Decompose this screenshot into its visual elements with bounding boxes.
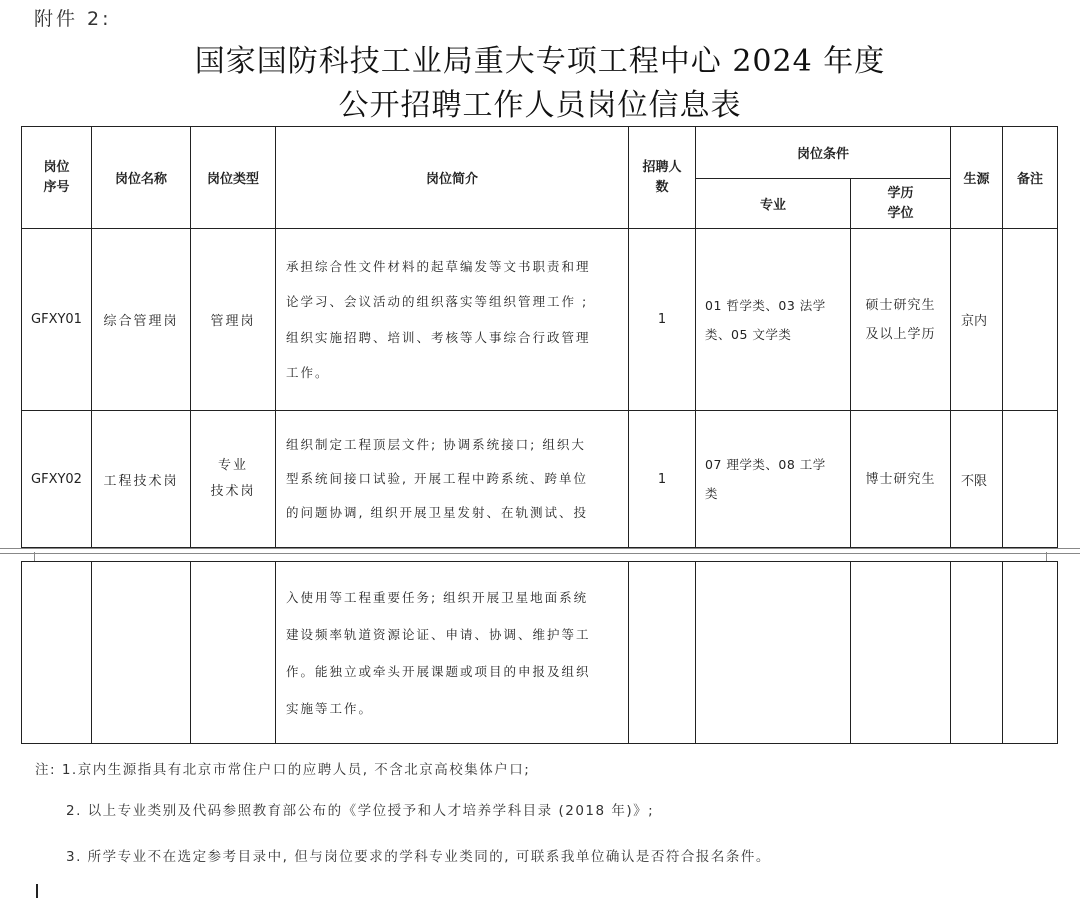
note-1: 注: 1.京内生源指具有北京市常住户口的应聘人员, 不含北京高校集体户口; [35,762,531,778]
intro-line: 工作。 [286,365,330,380]
header-remark: 备注 [1003,127,1058,229]
major-line: 07 理学类、08 工学 [705,457,826,472]
degree-line: 博士研究生 [865,471,936,487]
intro-line: 实施等工作。 [286,700,374,716]
empty-cell [696,562,851,744]
attachment-label: 附件 2: [34,8,112,30]
header-count [629,127,696,229]
page-corner-mark [1046,552,1047,561]
header-count-line2: 数 [655,179,669,195]
empty-cell [191,562,276,744]
position-code: GFXY01 [22,229,92,411]
position-name: 综合管理岗 [92,229,191,411]
header-count-line1: 招聘人 [642,159,682,175]
intro-line: 建设频率轨道资源论证、申请、协调、维护等工 [286,626,591,642]
major-line: 类 [705,486,719,501]
positions-table [21,126,1058,548]
intro-line: 型系统间接口试验, 开展工程中跨系统、跨单位 [286,471,588,486]
table-row [22,411,1058,548]
degree-line: 硕士研究生 [865,297,936,313]
header-row [22,127,1058,179]
empty-cell [951,562,1003,744]
page-break [0,548,1080,554]
position-count: 1 [629,229,696,411]
header-degree [851,179,951,229]
position-degree [851,411,951,548]
type-line: 专业 [217,458,248,473]
page-corner-mark [34,552,35,561]
intro-line: 组织实施招聘、培训、考核等人事综合行政管理 [286,329,591,345]
position-count: 1 [629,411,696,548]
header-intro: 岗位简介 [276,127,629,229]
position-intro [276,229,629,411]
intro-line: 论学习、会议活动的组织落实等组织管理工作 ; [286,294,589,309]
position-major [696,229,851,411]
table-row [22,562,1058,744]
intro-line: 入使用等工程重要任务; 组织开展卫星地面系统 [286,589,589,605]
position-major [696,411,851,548]
position-code: GFXY02 [22,411,92,548]
position-type: 管理岗 [191,229,276,411]
major-line: 01 哲学类、03 法学 [705,297,826,313]
document-title: 国家国防科技工业局重大专项工程中心 2024 年度 [194,44,886,79]
header-seq-line2: 序号 [43,179,70,195]
header-source: 生源 [951,127,1003,229]
header-type: 岗位类型 [191,127,276,229]
intro-line: 作。能独立或牵头开展课题或项目的申报及组织 [286,663,591,679]
empty-cell [1003,562,1058,744]
intro-line: 承担综合性文件材料的起草编发等文书职责和理 [286,258,591,274]
header-conditions: 岗位条件 [696,127,951,179]
empty-cell [629,562,696,744]
position-intro [276,411,629,548]
table-row [22,229,1058,411]
position-remark [1003,411,1058,548]
text-cursor [36,884,38,898]
empty-cell [92,562,191,744]
header-name: 岗位名称 [92,127,191,229]
intro-line: 的问题协调, 组织开展卫星发射、在轨测试、投 [286,505,588,520]
position-name: 工程技术岗 [92,411,191,548]
degree-line: 及以上学历 [865,326,936,342]
intro-line: 组织制定工程顶层文件; 协调系统接口; 组织大 [286,437,586,452]
document-subtitle: 公开招聘工作人员岗位信息表 [338,88,742,123]
position-type [191,411,276,548]
positions-table-continued [21,561,1058,744]
position-source: 京内 [951,229,1003,411]
position-remark [1003,229,1058,411]
empty-cell [851,562,951,744]
header-degree-line1: 学历 [887,185,914,201]
empty-cell [22,562,92,744]
header-seq [22,127,92,229]
position-degree [851,229,951,411]
header-degree-line2: 学位 [887,205,914,221]
note-2: 2. 以上专业类别及代码参照教育部公布的《学位授予和人才培养学科目录 (2018 年)》; [66,803,655,819]
header-seq-line1: 岗位 [43,159,70,175]
header-major: 专业 [696,179,851,229]
note-3: 3. 所学专业不在选定参考目录中, 但与岗位要求的学科专业类同的, 可联系我单位确认是否符合报名条件。 [66,849,771,865]
major-line: 类、05 文学类 [705,326,792,342]
position-intro-continued [276,562,629,744]
type-line: 技术岗 [210,484,256,499]
position-source: 不限 [951,411,1003,548]
